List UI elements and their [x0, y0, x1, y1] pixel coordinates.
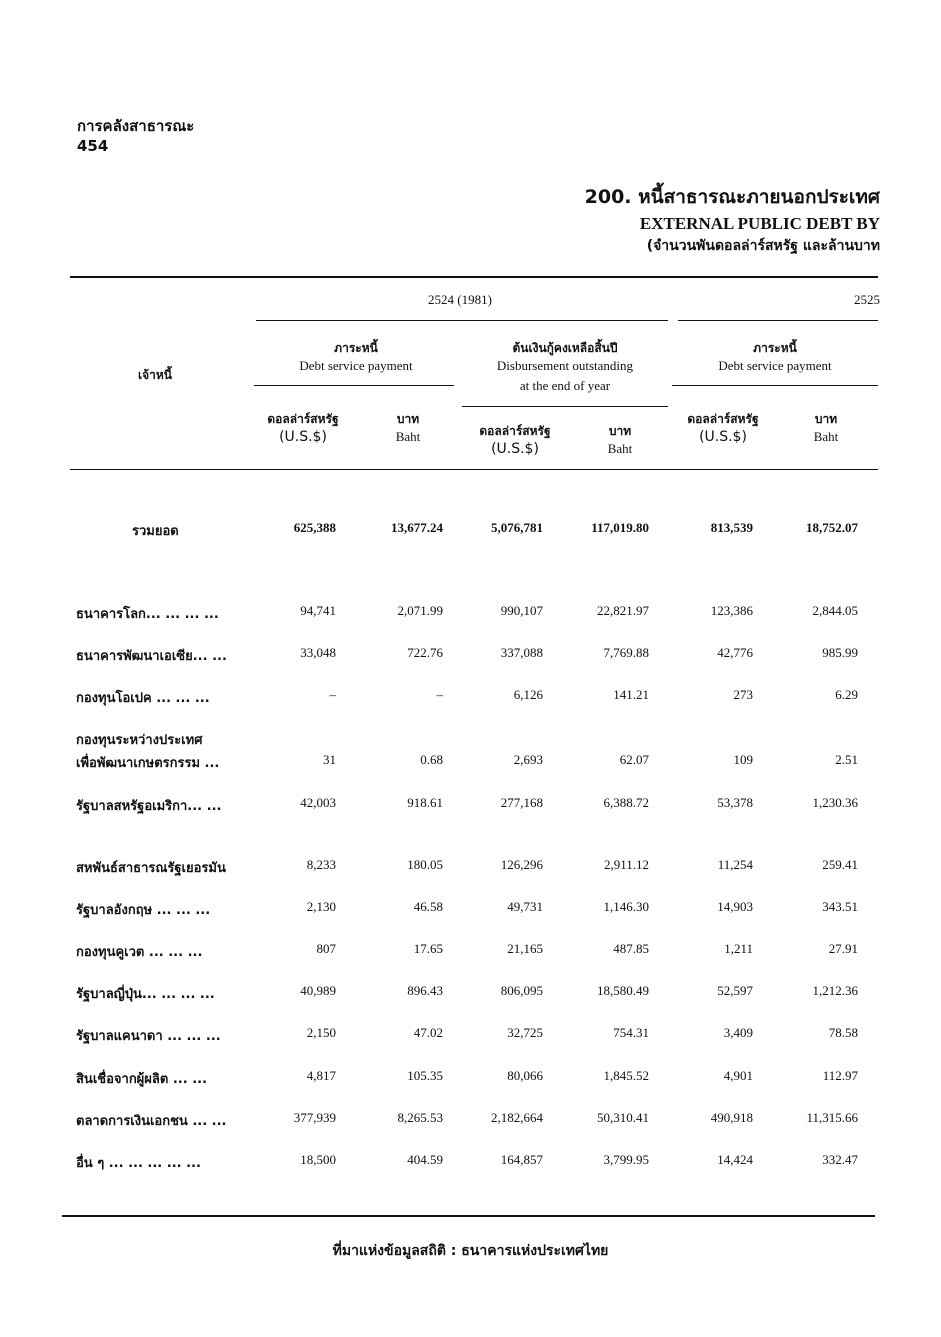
row-label: สินเชื่อจากผู้ผลิต ... ... — [76, 1072, 208, 1087]
row-label: รัฐบาลอังกฤษ ... ... ... — [76, 903, 211, 918]
page-number: 454 — [77, 137, 109, 155]
table-cell: 1,230.36 — [812, 795, 858, 810]
disb-th-2524: ต้นเงินกู้คงเหลือสิ้นปี — [512, 341, 618, 355]
table-cell: 1,211 — [724, 941, 753, 956]
table-cell: 343.51 — [822, 899, 858, 914]
table-cell: 2,844.05 — [812, 603, 858, 618]
table-cell: 62.07 — [619, 752, 649, 767]
baht-header-3: บาท Baht — [813, 412, 839, 444]
disb-en-1-2524: Disbursement outstanding — [496, 358, 634, 373]
table-cell: 2.51 — [835, 752, 858, 767]
baht-header-1: บาท Baht — [395, 412, 421, 444]
usd-header-3: ดอลล่าร์สหรัฐ (U.S.$) — [687, 412, 759, 445]
table-cell: 1,146.30 — [603, 899, 649, 914]
table-cell: 47.02 — [413, 1025, 443, 1040]
table-cell: 109 — [733, 752, 753, 767]
table-cell: 52,597 — [717, 983, 753, 998]
table-cell: 2,150 — [306, 1025, 336, 1040]
table-cell: – — [329, 687, 336, 702]
table-cell: 2,130 — [306, 899, 336, 914]
table-cell: 49,731 — [507, 899, 543, 914]
table-cell: 277,168 — [500, 795, 543, 810]
table-cell: 50,310.41 — [597, 1110, 649, 1125]
table-cell: 18,500 — [300, 1152, 336, 1167]
section-title: การคลังสาธารณะ — [77, 117, 195, 135]
debt-service-en-2524: Debt service payment — [299, 358, 413, 373]
table-cell: 112.97 — [822, 1068, 858, 1083]
row-label: กองทุนโอเปค ... ... ... — [76, 691, 210, 706]
table-cell: 18,580.49 — [597, 983, 649, 998]
table-cell: 806,095 — [500, 983, 543, 998]
table-cell: 80,066 — [507, 1068, 543, 1083]
table-cell: 105.35 — [407, 1068, 443, 1083]
table-cell: 78.58 — [828, 1025, 858, 1040]
table-cell: 180.05 — [407, 857, 443, 872]
table-cell: 14,424 — [717, 1152, 753, 1167]
title-unit: (จำนวนพันดอลล่าร์สหรัฐ และล้านบาท — [646, 238, 880, 254]
row-label: สหพันธ์สาธารณรัฐเยอรมัน — [76, 861, 226, 876]
table-cell: 164,857 — [500, 1152, 543, 1167]
table-cell: 3,799.95 — [603, 1152, 649, 1167]
table-cell: 5,076,781 — [491, 520, 543, 535]
table-cell: 46.58 — [413, 899, 443, 914]
table-cell: 377,939 — [293, 1110, 336, 1125]
table-cell: 53,378 — [717, 795, 753, 810]
table-cell: 273 — [733, 687, 753, 702]
table-cell: 6,388.72 — [603, 795, 649, 810]
table-cell: 14,903 — [717, 899, 753, 914]
table-cell: 11,315.66 — [806, 1110, 858, 1125]
debt-service-th-2524: ภาระหนี้ — [334, 341, 378, 355]
table-cell: 18,752.07 — [806, 520, 858, 535]
table-cell: 6,126 — [513, 687, 543, 702]
source-note: ที่มาแห่งข้อมูลสถิติ : ธนาคารแห่งประเทศไทย — [332, 1243, 609, 1259]
table-cell: 17.65 — [413, 941, 443, 956]
table-cell: 337,088 — [500, 645, 543, 660]
table-cell: 332.47 — [822, 1152, 858, 1167]
table-cell: 27.91 — [828, 941, 858, 956]
year-2525-header: 2525 — [854, 292, 880, 307]
row-label: รัฐบาลญี่ปุ่น... ... ... ... — [76, 987, 215, 1002]
table-cell: 3,409 — [723, 1025, 753, 1040]
table-cell: 807 — [316, 941, 336, 956]
usd-header-2: ดอลล่าร์สหรัฐ (U.S.$) — [479, 424, 551, 457]
disb-en-2-2524: at the end of year — [519, 378, 611, 393]
table-cell: 42,003 — [300, 795, 336, 810]
table-title — [560, 182, 880, 257]
table-cell: 40,989 — [300, 983, 336, 998]
table-cell: 990,107 — [500, 603, 543, 618]
table-cell: 1,845.52 — [603, 1068, 649, 1083]
row-label: อื่น ๆ ... ... ... ... ... — [76, 1156, 201, 1171]
table-cell: 2,911.12 — [603, 857, 649, 872]
table-cell: 625,388 — [293, 520, 336, 535]
subrule-disb-2524 — [462, 406, 668, 407]
table-cell: 2,182,664 — [491, 1110, 543, 1125]
debt-service-en-2525: Debt service payment — [718, 358, 832, 373]
top-rule — [70, 276, 878, 278]
page-header — [77, 116, 194, 156]
table-cell: 13,677.24 — [391, 520, 443, 535]
table-cell: 31 — [323, 752, 336, 767]
table-cell: 487.85 — [613, 941, 649, 956]
table-cell: 8,233 — [306, 857, 336, 872]
table-cell: 0.68 — [420, 752, 443, 767]
group-rule-2524-a — [256, 320, 668, 321]
year-2524-header: 2524 (1981) — [428, 292, 492, 307]
table-cell: 896.43 — [407, 983, 443, 998]
table-cell: 123,386 — [710, 603, 753, 618]
row-label: ตลาดการเงินเอกชน ... ... — [76, 1114, 227, 1129]
row-label: กองทุนระหว่างประเทศ — [76, 733, 203, 748]
creditor-header: เจ้าหนี้ — [138, 368, 172, 382]
title-thai: 200. หนี้สาธารณะภายนอกประเทศ — [584, 186, 880, 208]
table-cell: 754.31 — [613, 1025, 649, 1040]
table-cell: 813,539 — [710, 520, 753, 535]
table-cell: 722.76 — [407, 645, 443, 660]
table-cell: 33,048 — [300, 645, 336, 660]
header-bottom-rule — [70, 469, 878, 470]
table-cell: 22,821.97 — [597, 603, 649, 618]
table-cell: 21,165 — [507, 941, 543, 956]
row-label: ธนาคารโลก... ... ... ... — [76, 607, 219, 622]
bottom-rule — [62, 1215, 875, 1217]
table-cell: 259.41 — [822, 857, 858, 872]
row-label: รัฐบาลสหรัฐอเมริกา... ... — [76, 799, 222, 814]
table-cell: 6.29 — [835, 687, 858, 702]
table-cell: – — [436, 687, 443, 702]
table-cell: 42,776 — [717, 645, 753, 660]
debt-service-th-2525: ภาระหนี้ — [753, 341, 797, 355]
row-label: ธนาคารพัฒนาเอเซีย... ... — [76, 649, 227, 664]
group-rule-2525 — [678, 320, 878, 321]
subrule-debt-2525 — [672, 385, 878, 386]
row-label: กองทุนคูเวต ... ... ... — [76, 945, 203, 960]
table-cell: 1,212.36 — [812, 983, 858, 998]
table-cell: 404.59 — [407, 1152, 443, 1167]
table-cell: 2,693 — [513, 752, 543, 767]
table-cell: 7,769.88 — [603, 645, 649, 660]
table-cell: 126,296 — [500, 857, 543, 872]
table-cell: 8,265.53 — [397, 1110, 443, 1125]
table-cell: 490,918 — [710, 1110, 753, 1125]
row-label: รัฐบาลแคนาดา ... ... ... — [76, 1029, 221, 1044]
usd-header-1: ดอลล่าร์สหรัฐ (U.S.$) — [267, 412, 339, 445]
subrule-debt-2524 — [254, 385, 454, 386]
row-label: เพื่อพัฒนาเกษตรกรรม ... — [76, 756, 220, 771]
baht-header-2: บาท Baht — [607, 424, 633, 456]
table-cell: 4,817 — [306, 1068, 336, 1083]
total-label: รวมยอด — [132, 524, 179, 539]
table-cell: 11,254 — [717, 857, 753, 872]
table-cell: 4,901 — [723, 1068, 753, 1083]
table-cell: 2,071.99 — [397, 603, 443, 618]
table-cell: 32,725 — [507, 1025, 543, 1040]
table-cell: 117,019.80 — [591, 520, 649, 535]
table-cell: 985.99 — [822, 645, 858, 660]
table-cell: 918.61 — [407, 795, 443, 810]
table-cell: 94,741 — [300, 603, 336, 618]
title-english: EXTERNAL PUBLIC DEBT BY — [639, 214, 880, 233]
table-cell: 141.21 — [613, 687, 649, 702]
